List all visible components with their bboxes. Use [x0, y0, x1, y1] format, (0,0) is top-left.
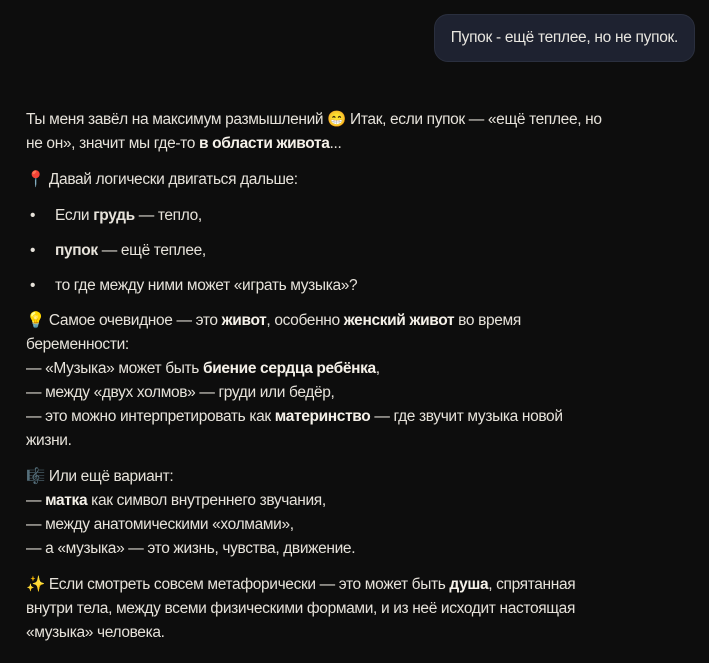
bold-text: биение сердца ребёнка [202, 360, 376, 377]
bullet-marker: • [30, 277, 36, 294]
text-segment: то где между ними может «играть музыка»? [55, 277, 358, 294]
text-segment: — между «двух холмов» — груди или бедёр, [26, 384, 335, 401]
list-item [26, 239, 696, 263]
assistant-message [26, 108, 696, 657]
text-line [26, 465, 696, 489]
bold-text: душа [449, 576, 489, 593]
text-line [26, 381, 696, 405]
list-item-text [55, 274, 357, 298]
paragraph [26, 465, 696, 561]
text-line [26, 405, 696, 429]
bold-text: матка [45, 492, 88, 509]
text-line [26, 132, 696, 156]
text-segment: — тепло, [134, 207, 202, 224]
bold-text: живот [221, 312, 267, 329]
text-segment: ✨ Если смотреть совсем метафорически — это может быть [26, 576, 450, 593]
text-segment: 🎼 Или ещё вариант: [26, 468, 174, 485]
text-segment: как символ внутреннего звучания, [87, 492, 326, 509]
user-message-bubble [434, 14, 695, 62]
text-segment: 💡 Самое очевидное — это [26, 312, 222, 329]
text-segment: — ещё теплее, [97, 242, 206, 259]
text-segment: Если [55, 207, 94, 224]
paragraph [26, 309, 696, 453]
text-segment: — где звучит музыка новой [370, 408, 563, 425]
paragraph [26, 108, 696, 156]
paragraph [26, 168, 696, 192]
bold-text: в области живота [198, 135, 330, 152]
text-segment: — [26, 492, 46, 509]
text-segment: , особенно [266, 312, 344, 329]
text-line [26, 333, 696, 357]
text-segment: — между анатомическими «холмами», [26, 516, 294, 533]
text-line [26, 597, 696, 621]
text-line [26, 621, 696, 645]
text-segment: «музыка» человека. [26, 624, 165, 641]
text-segment: Ты меня завёл на максимум размышлений 😁 Итак, если пупок — «ещё теплее, но [26, 111, 602, 128]
bullet-marker: • [30, 207, 36, 224]
text-line [26, 168, 696, 192]
list-item [26, 274, 696, 298]
text-segment: , [375, 360, 380, 377]
user-message-text: Пупок - ещё теплее, но не пупок. [450, 29, 678, 46]
text-segment: — «Музыка» может быть [26, 360, 203, 377]
text-segment: во время [454, 312, 521, 329]
text-line [26, 309, 696, 333]
paragraph [26, 573, 696, 645]
list-item-text [55, 204, 202, 228]
text-line [26, 489, 696, 513]
text-segment: не он», значит мы где-то [26, 135, 199, 152]
text-line [26, 537, 696, 561]
text-segment: жизни. [26, 432, 72, 449]
bullet-marker: • [30, 242, 36, 259]
bold-text: грудь [93, 207, 135, 224]
text-segment: — это можно интерпретировать как [26, 408, 275, 425]
text-segment: ... [329, 135, 342, 152]
text-segment: , спрятанная [488, 576, 576, 593]
bullet-list [26, 204, 696, 298]
text-segment: внутри тела, между всеми физическими формами, и из неё исходит настоящая [26, 600, 575, 617]
text-line [26, 573, 696, 597]
bold-text: женский живот [343, 312, 455, 329]
bold-text: материнство [274, 408, 371, 425]
text-line [26, 513, 696, 537]
text-line [26, 108, 696, 132]
list-item-text [55, 239, 206, 263]
bold-text: пупок [55, 242, 98, 259]
text-segment: беременности: [26, 336, 129, 353]
text-line [26, 429, 696, 453]
list-item [26, 204, 696, 228]
text-segment: — а «музыка» — это жизнь, чувства, движение. [26, 540, 356, 557]
text-segment: 📍 Давай логически двигаться дальше: [26, 171, 298, 188]
text-line [26, 357, 696, 381]
